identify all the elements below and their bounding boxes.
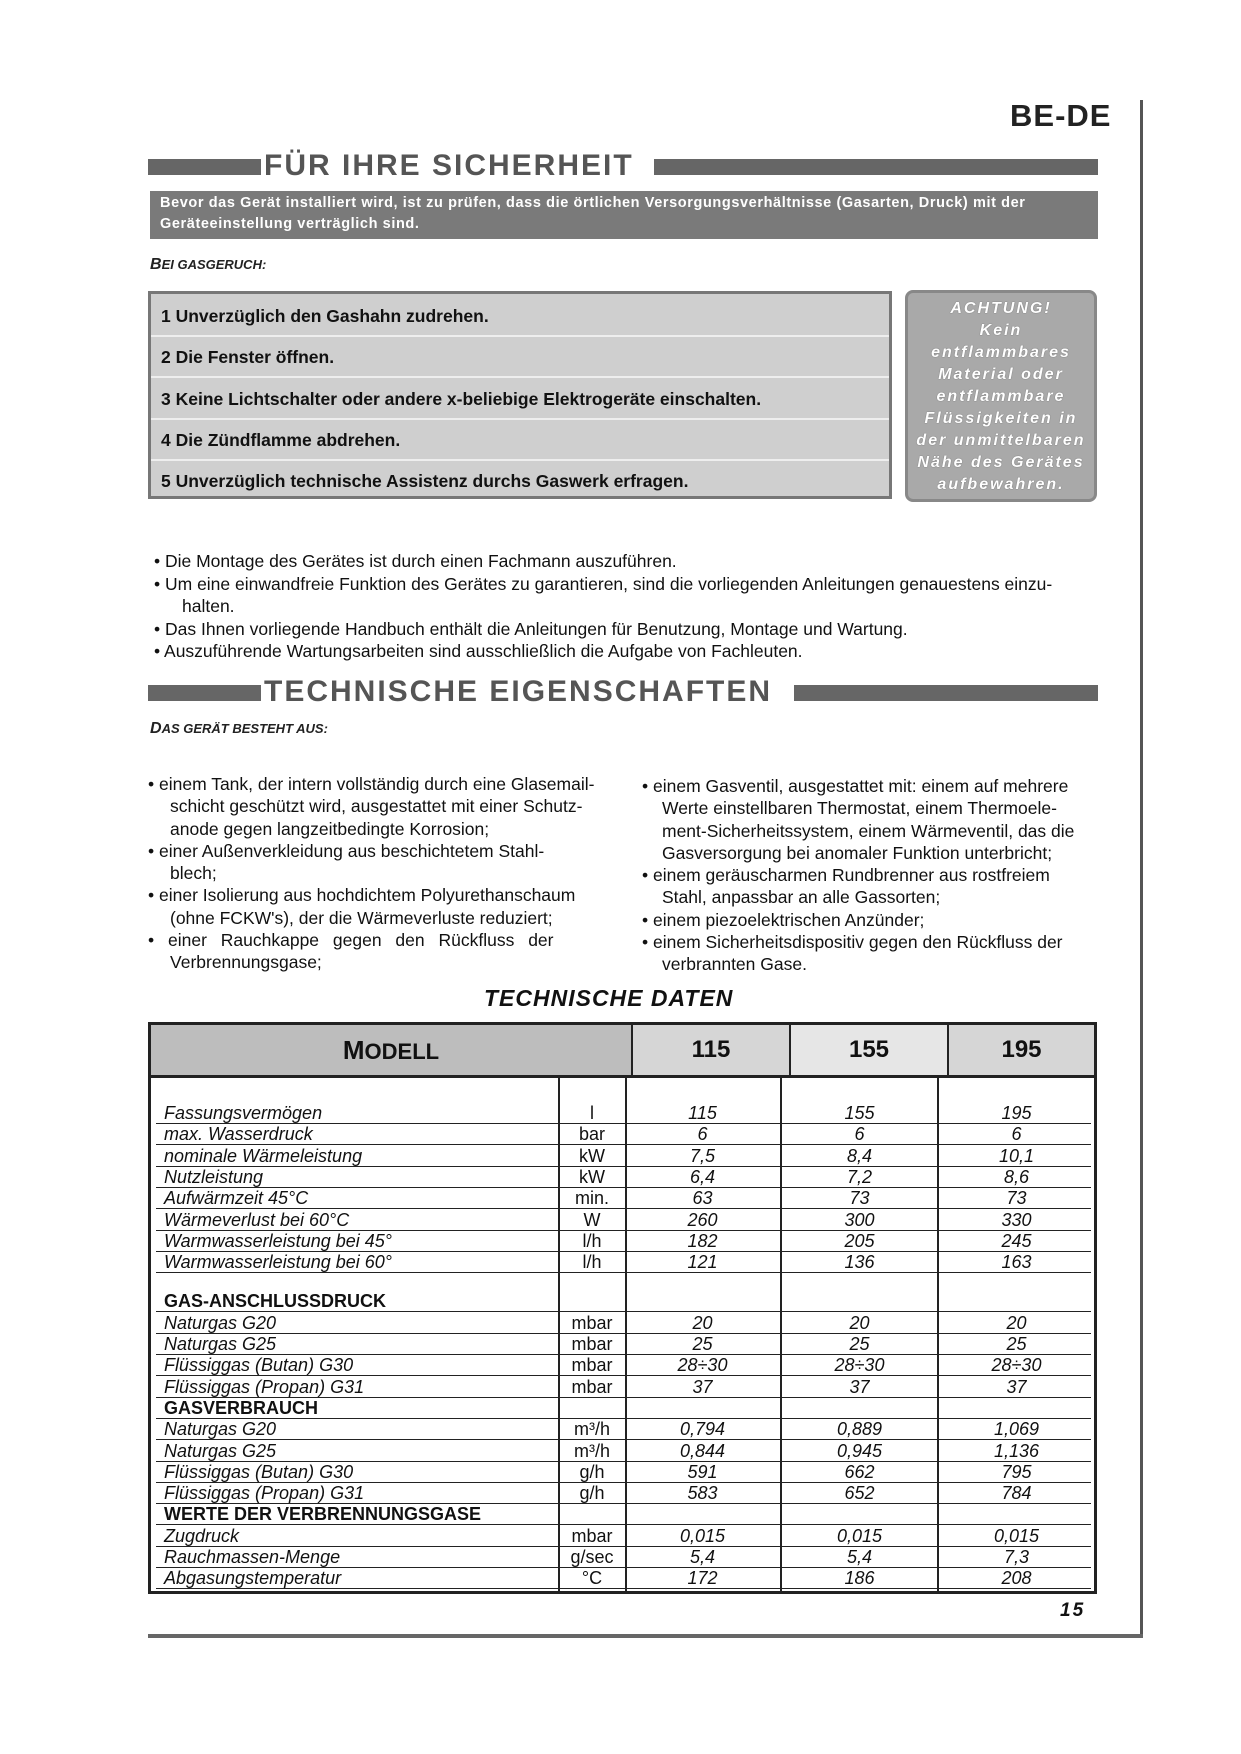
row-label: Flüssiggas (Propan) G31 [164, 1483, 365, 1504]
value-115: 0,794 [679, 1419, 726, 1440]
value-195: 245 [1001, 1230, 1032, 1251]
heading-bar-left [148, 685, 261, 701]
table-row [151, 1568, 1094, 1589]
list-item: • einer Isolierung aus hochdichtem Polyurethanschaum [148, 885, 576, 906]
table-row [151, 1210, 1094, 1231]
table-row [151, 1483, 1094, 1504]
value-195 [939, 1291, 1094, 1312]
row-label: Abgasungstemperatur [164, 1568, 342, 1589]
list-item-continuation: ment-Sicherheitssystem, einem Wärmeventil, das die [662, 820, 1075, 841]
table-row [151, 1146, 1094, 1167]
row-unit: l [590, 1103, 594, 1123]
list-item: • einem piezoelektrischen Anzünder; [642, 909, 925, 930]
list-item: • Auszuführende Wartungsarbeiten sind ausschließlich die Aufgabe von Fachleuten. [154, 641, 803, 661]
value-195: 163 [1001, 1252, 1032, 1273]
value-115: 260 [687, 1209, 718, 1230]
step-divider [151, 335, 889, 337]
value-115: 583 [687, 1483, 718, 1504]
step-divider [151, 376, 889, 378]
row-unit [559, 1291, 625, 1312]
row-label: Wärmeverlust bei 60°C [164, 1209, 350, 1230]
row-unit: l/h [582, 1252, 602, 1273]
value-195: 330 [1001, 1209, 1032, 1230]
value-195: 6 [1011, 1124, 1022, 1145]
tech-data-title: TECHNISCHE DATEN [484, 985, 734, 1011]
list-item: • Das Ihnen vorliegende Handbuch enthält die Anleitungen für Benutzung, Montage und Wartung. [154, 618, 908, 639]
value-195: 208 [1001, 1568, 1032, 1589]
row-unit: bar [578, 1124, 605, 1145]
value-115: 172 [687, 1568, 718, 1589]
column-divider [631, 1025, 633, 1075]
row-label: Fassungsvermögen [164, 1103, 323, 1123]
list-item-continuation: (ohne FCKW's), der die Wärmeverluste reduziert; [170, 907, 553, 928]
table-row [151, 1441, 1094, 1462]
step-item: 4 Die Zündflamme abdrehen. [161, 430, 401, 450]
list-item: • einer Rauchkappe gegen den Rückfluss der [148, 930, 554, 951]
section-heading-tech [148, 675, 1098, 709]
value-115: 0,844 [679, 1440, 726, 1461]
row-unit: mbar [571, 1355, 613, 1376]
section-heading-safety [148, 149, 1098, 183]
value-195: 1,069 [993, 1419, 1040, 1440]
step-divider [151, 418, 889, 420]
column-header-155: 155 [791, 1025, 947, 1075]
warning-line: entflammbares [931, 344, 1071, 361]
value-155: 5,4 [846, 1547, 873, 1567]
row-label: max. Wasserdruck [164, 1124, 313, 1145]
row-unit: mbar [571, 1334, 613, 1354]
value-155: 0,015 [836, 1525, 883, 1546]
value-155: 186 [844, 1568, 875, 1589]
value-195: 37 [1006, 1376, 1027, 1397]
list-item-continuation: Stahl, anpassbar an alle Gassorten; [662, 887, 941, 908]
value-195: 73 [1006, 1188, 1027, 1209]
row-unit: mbar [571, 1312, 613, 1333]
row-unit [559, 1504, 625, 1525]
value-155: 662 [844, 1461, 875, 1482]
row-label: Naturgas G20 [164, 1419, 277, 1440]
row-label: WERTE DER VERBRENNUNGSGASE [164, 1504, 482, 1525]
value-195: 20 [1006, 1312, 1027, 1333]
list-item-continuation: halten. [182, 596, 235, 616]
row-label: Flüssiggas (Butan) G30 [164, 1461, 354, 1482]
value-155 [782, 1504, 937, 1525]
list-item-continuation: blech; [170, 863, 217, 884]
table-row [151, 1334, 1094, 1355]
value-155: 73 [849, 1188, 870, 1209]
warning-line: aufbewahren. [937, 476, 1065, 493]
value-115: 5,4 [689, 1547, 716, 1567]
step-divider [151, 459, 889, 461]
column-header-195: 195 [949, 1025, 1094, 1075]
row-label: GASVERBRAUCH [164, 1397, 319, 1418]
row-underline [156, 1272, 1091, 1273]
list-item-continuation: schicht geschützt wird, ausgestattet mit einer Schutz- [170, 796, 583, 817]
value-115 [625, 1291, 780, 1312]
value-155: 0,889 [836, 1419, 883, 1440]
list-item: • einem Gasventil, ausgestattet mit: einem auf mehrere [642, 776, 1069, 796]
list-item-continuation: anode gegen langzeitbedingte Korrosion; [170, 818, 490, 839]
table-row [151, 1355, 1094, 1376]
row-unit: °C [581, 1568, 603, 1589]
value-195: 7,3 [1003, 1547, 1030, 1567]
value-155: 652 [844, 1483, 875, 1504]
row-unit: m³/h [574, 1419, 610, 1440]
value-115: 591 [687, 1461, 718, 1482]
value-155 [782, 1398, 937, 1419]
value-155: 300 [844, 1209, 875, 1230]
row-unit: W [583, 1209, 601, 1230]
list-item-continuation: Gasversorgung bei anomaler Funktion unterbricht; [662, 842, 1053, 863]
warning-box [905, 290, 1097, 502]
row-label: GAS-ANSCHLUSSDRUCK [164, 1291, 387, 1312]
list-item: • einem geräuscharmen Rundbrenner aus rostfreiem [642, 865, 1050, 886]
table-header [151, 1025, 1094, 1078]
emergency-steps-box [148, 291, 892, 499]
row-label: Flüssiggas (Propan) G31 [164, 1376, 365, 1397]
step-item: 1 Unverzüglich den Gashahn zudrehen. [161, 306, 489, 326]
value-155: 7,2 [846, 1166, 873, 1187]
value-115: 63 [692, 1188, 713, 1209]
value-115 [625, 1504, 780, 1525]
value-115: 6 [697, 1124, 708, 1145]
row-label: Naturgas G25 [164, 1440, 277, 1461]
row-unit [559, 1398, 625, 1419]
table-section-row [151, 1291, 1094, 1312]
table-row [151, 1547, 1094, 1568]
table-row [151, 1167, 1094, 1188]
value-115: 25 [692, 1334, 713, 1354]
value-195 [939, 1398, 1094, 1419]
list-item-continuation: verbrannten Gase. [662, 954, 807, 975]
value-155: 136 [844, 1252, 875, 1273]
table-row [151, 1526, 1094, 1547]
list-item: • einem Sicherheitsdispositiv gegen den Rückfluss der [642, 932, 1063, 953]
list-item: • Um eine einwandfreie Funktion des Gerätes zu garantieren, sind die vorliegenden Anleitungen genauestens einzu- [154, 573, 1053, 594]
row-label: Warmwasserleistung bei 45° [164, 1230, 392, 1251]
value-195: 28÷30 [991, 1355, 1042, 1376]
value-155: 205 [844, 1230, 875, 1251]
page-number: 15 [1060, 1600, 1086, 1621]
warning-line: der unmittelbaren [916, 432, 1086, 449]
value-115: 28÷30 [677, 1355, 728, 1376]
value-115: 37 [692, 1376, 713, 1397]
row-unit: g/h [579, 1461, 605, 1482]
warning-line: ACHTUNG! [950, 300, 1052, 317]
table-row [151, 1231, 1094, 1252]
table-row [151, 1124, 1094, 1145]
row-unit: l/h [582, 1230, 602, 1251]
warning-line: Flüssigkeiten in [924, 410, 1078, 427]
row-unit: kW [579, 1166, 605, 1187]
value-195: 195 [1001, 1103, 1032, 1123]
table-row [151, 1188, 1094, 1209]
row-label: Zugdruck [164, 1525, 240, 1546]
column-header-115: 115 [633, 1025, 789, 1075]
value-155: 20 [849, 1312, 870, 1333]
list-item-continuation: Werte einstellbaren Thermostat, einem Thermoele- [662, 798, 1057, 819]
table-row [151, 1419, 1094, 1440]
step-item: 2 Die Fenster öffnen. [161, 347, 335, 367]
device-consists-heading: DAS GERÄT BESTEHT AUS: [150, 720, 328, 737]
column-divider [789, 1025, 791, 1075]
value-155: 8,4 [846, 1145, 873, 1166]
step-item: 3 Keine Lichtschalter oder andere x-beliebige Elektrogeräte einschalten. [161, 389, 762, 409]
value-195: 784 [1001, 1483, 1032, 1504]
warning-line: Kein [979, 322, 1023, 339]
table-section-row [151, 1504, 1094, 1525]
value-155: 0,945 [836, 1440, 883, 1461]
value-155 [782, 1291, 937, 1312]
list-item-continuation: Verbrennungsgase; [170, 952, 322, 973]
value-195 [939, 1504, 1094, 1525]
table-row [151, 1462, 1094, 1483]
row-label: Nutzleistung [164, 1166, 264, 1187]
value-195: 8,6 [1003, 1166, 1030, 1187]
row-label: Aufwärmzeit 45°C [164, 1188, 309, 1209]
value-115 [625, 1398, 780, 1419]
warning-line: Nähe des Gerätes [917, 454, 1085, 471]
value-155: 37 [849, 1376, 870, 1397]
row-unit: min. [574, 1188, 609, 1209]
heading-bar-right [654, 159, 1098, 175]
installation-notice [150, 191, 1098, 239]
row-unit: g/h [579, 1483, 605, 1504]
row-unit: kW [579, 1145, 605, 1166]
section-title: FÜR IHRE SICHERHEIT [264, 149, 634, 182]
table-row [151, 1252, 1094, 1273]
value-115: 20 [692, 1312, 713, 1333]
notice-line: Geräteeinstellung verträglich sind. [160, 216, 420, 232]
value-195: 1,136 [993, 1440, 1040, 1461]
list-item: • einer Außenverkleidung aus beschichtetem Stahl- [148, 840, 545, 861]
value-195: 795 [1001, 1461, 1032, 1482]
gas-smell-heading: BEI GASGERUCH: [150, 256, 267, 273]
table-row [151, 1313, 1094, 1334]
row-unit: mbar [571, 1376, 613, 1397]
value-155: 155 [844, 1103, 875, 1123]
value-195: 10,1 [998, 1145, 1035, 1166]
notice-line: Bevor das Gerät installiert wird, ist zu prüfen, dass die örtlichen Versorgungsverhältnisse (Gasarten, Druck) mit der [160, 195, 1026, 211]
table-row [151, 1377, 1094, 1398]
section-title: TECHNISCHE EIGENSCHAFTEN [264, 675, 773, 708]
row-unit: m³/h [574, 1440, 610, 1461]
value-195: 25 [1006, 1334, 1027, 1354]
value-115: 0,015 [679, 1525, 726, 1546]
value-115: 7,5 [689, 1145, 716, 1166]
heading-bar-right [794, 685, 1098, 701]
row-label: Naturgas G25 [164, 1334, 277, 1354]
value-115: 182 [687, 1230, 718, 1251]
value-115: 6,4 [689, 1166, 716, 1187]
language-code: BE-DE [1010, 98, 1112, 133]
components-left-column [148, 773, 618, 974]
right-margin-rule [1140, 100, 1143, 1638]
row-label: Flüssiggas (Butan) G30 [164, 1355, 354, 1376]
value-155: 25 [849, 1334, 870, 1354]
row-unit: g/sec [570, 1547, 614, 1567]
row-label: nominale Wärmeleistung [164, 1145, 363, 1166]
row-unit: mbar [571, 1525, 613, 1546]
safety-bullet-list [148, 550, 1108, 663]
warning-line: entflammbare [936, 388, 1066, 405]
row-label: Rauchmassen-Menge [164, 1547, 341, 1567]
bottom-margin-rule [148, 1634, 1143, 1638]
tech-data-table [148, 1022, 1097, 1594]
step-item: 5 Unverzüglich technische Assistenz durchs Gaswerk erfragen. [161, 471, 689, 491]
value-115: 115 [688, 1103, 717, 1123]
row-label: Naturgas G20 [164, 1312, 277, 1333]
column-divider [947, 1025, 949, 1075]
table-row [151, 1103, 1094, 1124]
row-underline [156, 1588, 1091, 1589]
row-label: Warmwasserleistung bei 60° [164, 1252, 392, 1273]
column-header-model: MODELL [151, 1025, 631, 1075]
value-155: 6 [854, 1124, 865, 1145]
list-item: • Die Montage des Gerätes ist durch einen Fachmann auszuführen. [154, 551, 677, 571]
components-right-column [642, 775, 1107, 976]
heading-bar-left [148, 159, 261, 175]
warning-line: Material oder [938, 366, 1064, 383]
table-section-row [151, 1398, 1094, 1419]
value-155: 28÷30 [834, 1355, 885, 1376]
list-item: • einem Tank, der intern vollständig durch eine Glasemail- [148, 774, 595, 794]
value-115: 121 [687, 1252, 718, 1273]
value-195: 0,015 [993, 1525, 1040, 1546]
